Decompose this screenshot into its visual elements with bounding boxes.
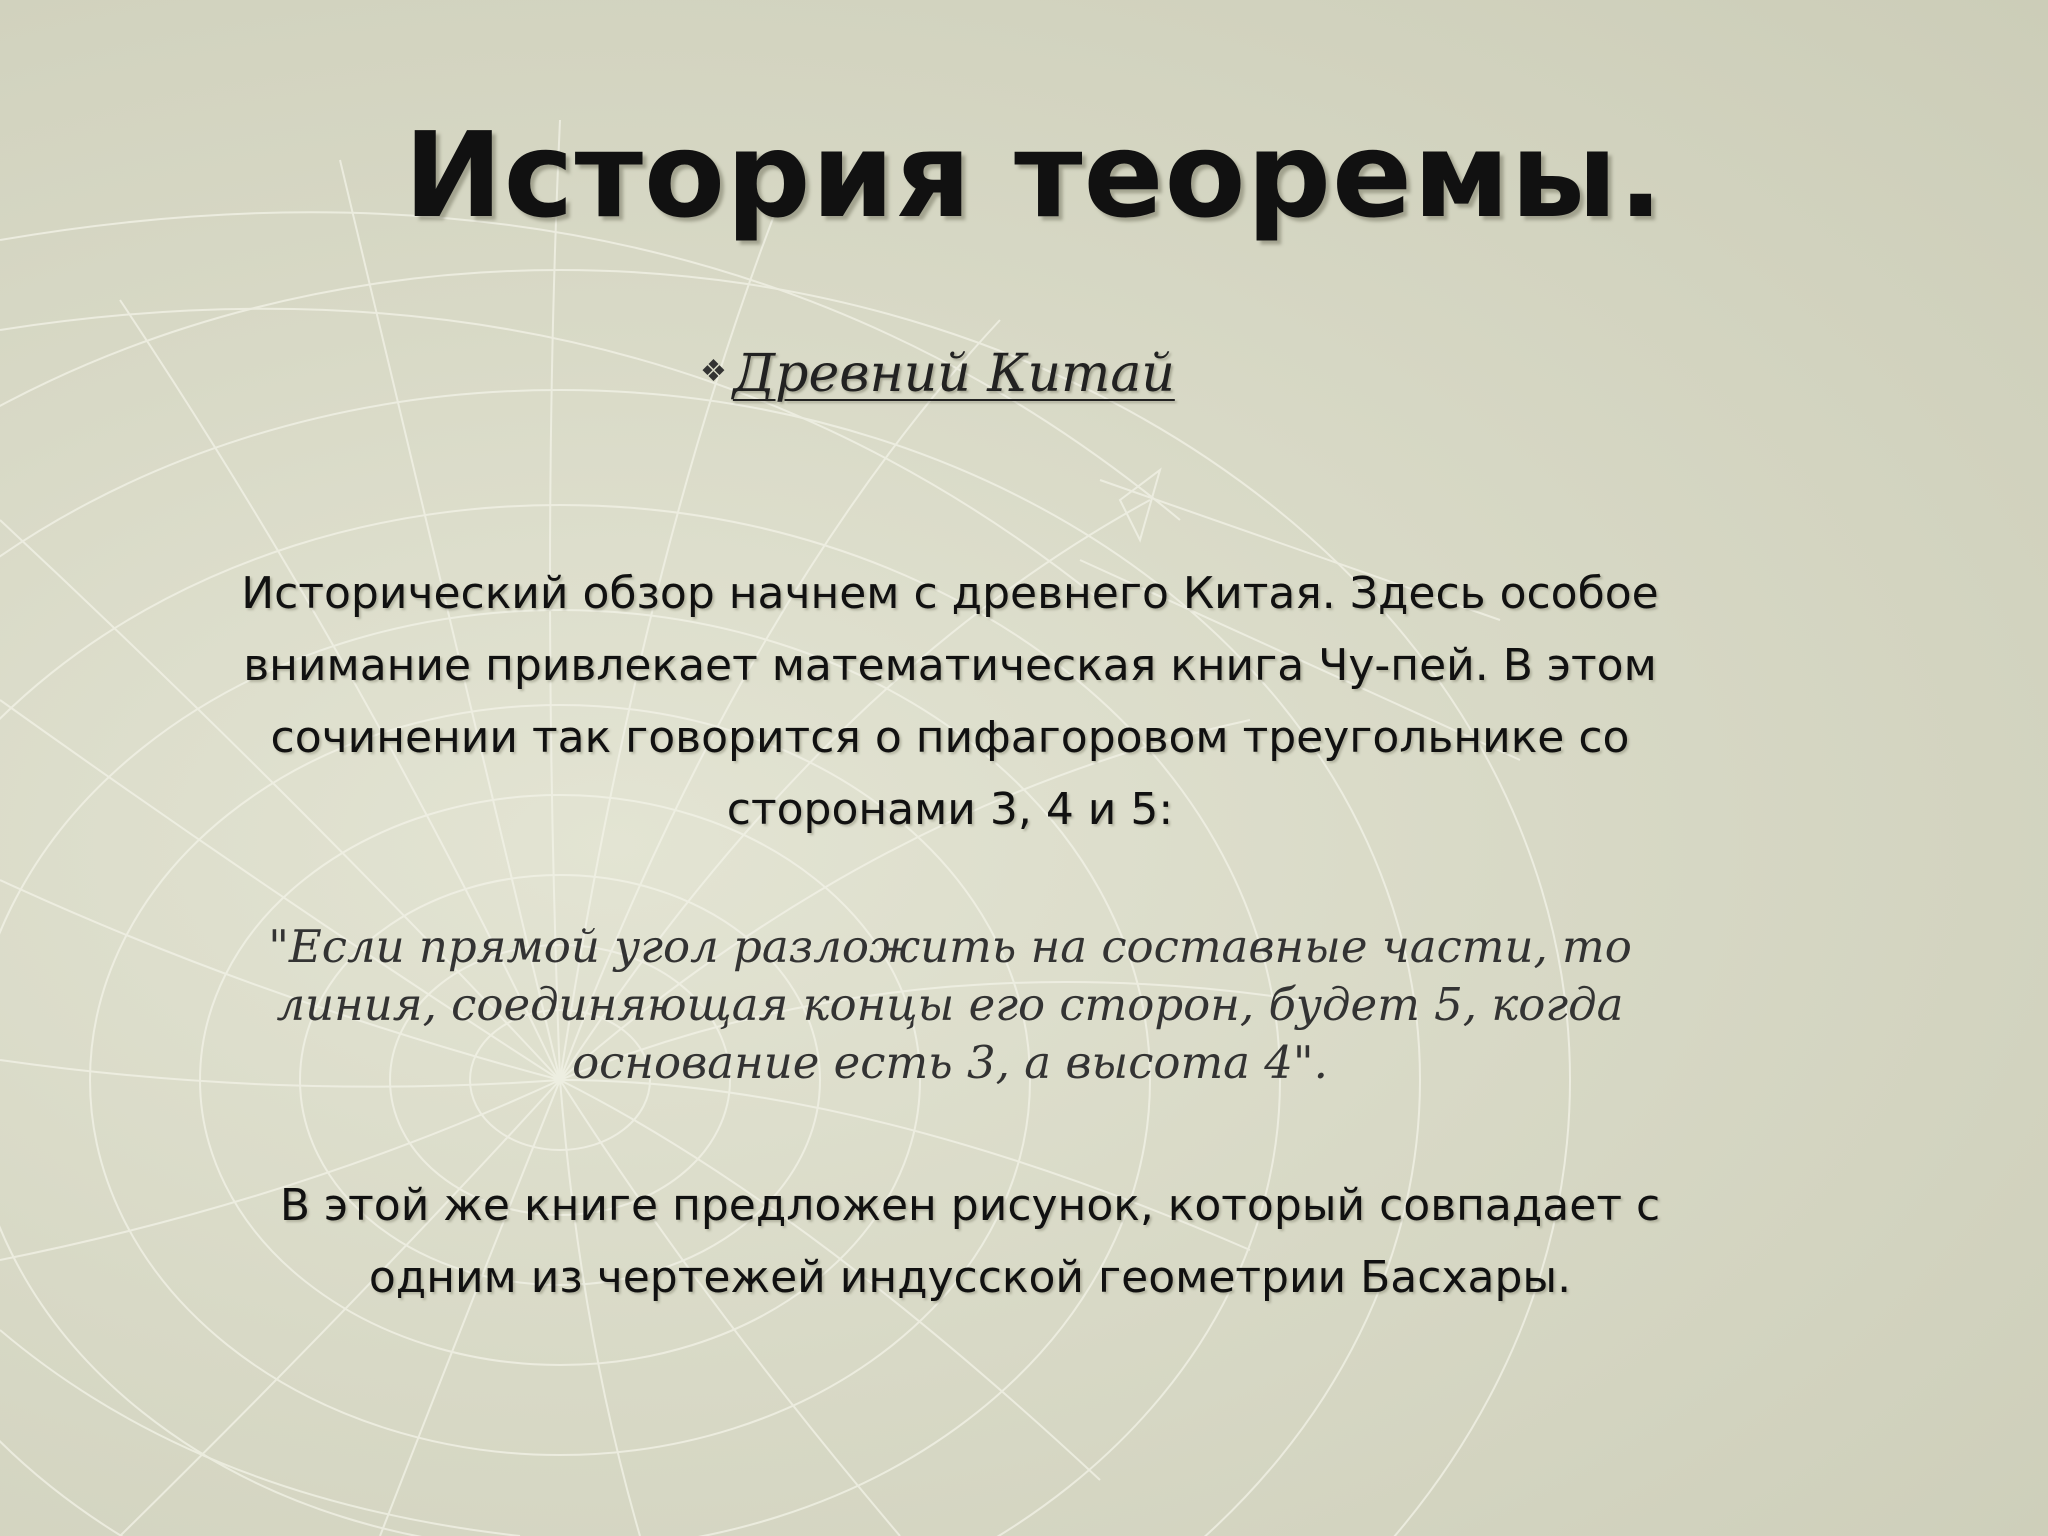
bullet-heading: Древний Китай [732,344,1175,404]
bullet-heading-line [700,332,1400,414]
closing-paragraph: В этой же книге предложен рисунок, который совпадает с одним из чертежей индусской геометрии Басхары. [279,1180,1661,1303]
slide-title: История теоремы. [403,106,1665,244]
intro-paragraph: Исторический обзор начнем с древнего Китая. Здесь особое внимание привлекает математическая книга Чу-пей. В этом сочинении так говорится о пифагоровом треугольнике со сторонами 3, 4 и 5: [241,568,1659,835]
quote-paragraph: "Если прямой угол разложить на составные части, то линия, соединяющая концы его сторон, будет 5, когда основание есть 3, а высота 4". [268,920,1632,1089]
diamond-bullet-icon: ❖ [700,354,727,389]
